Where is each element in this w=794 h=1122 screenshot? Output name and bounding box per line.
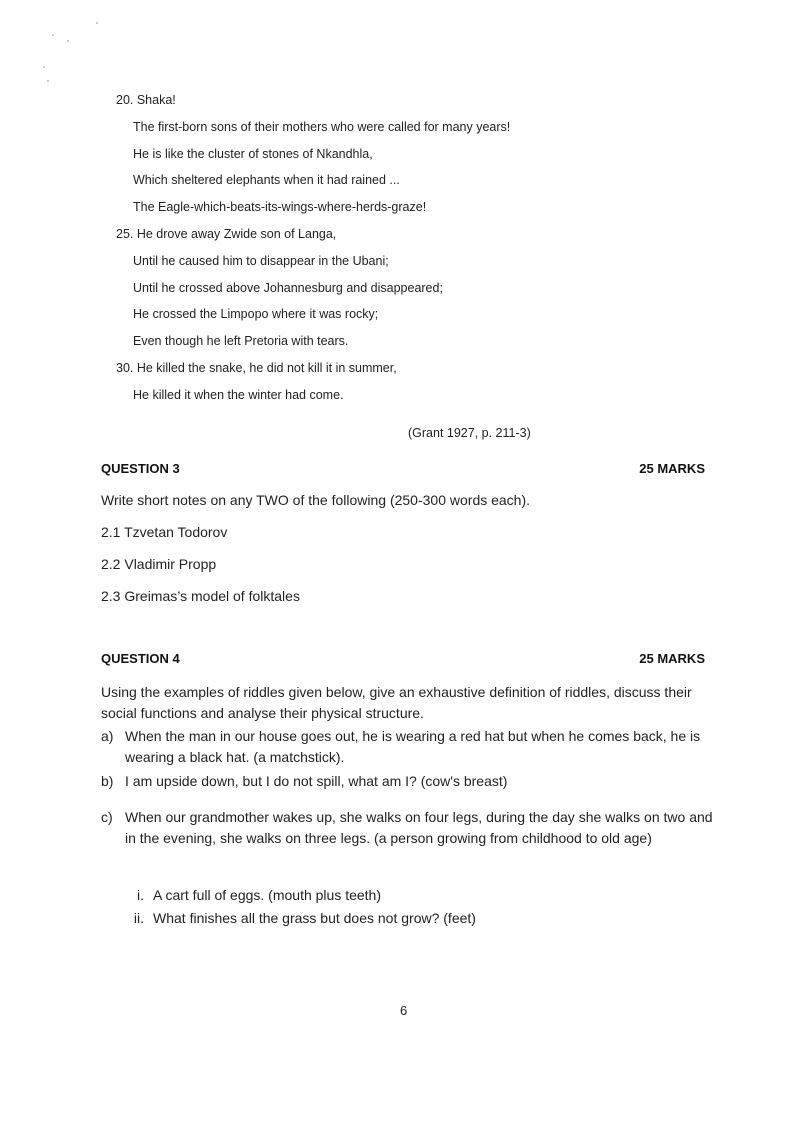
page-number: 6: [400, 1003, 408, 1018]
sub-riddle-marker: ii.: [133, 910, 144, 926]
scan-speck: [96, 22, 98, 24]
question-3-marks: 25 MARKS: [639, 461, 705, 476]
riddle-item: [101, 771, 716, 792]
question-3-option: 2.2 Vladimir Propp: [101, 556, 217, 572]
poem-citation: (Grant 1927, p. 211-3): [408, 426, 531, 440]
question-3-option: 2.3 Greimas’s model of folktales: [101, 588, 300, 604]
scan-speck: [43, 66, 45, 68]
riddle-text: When the man in our house goes out, he is wearing a red hat but when he comes back, he is wearing a black hat. (a matchstick).: [125, 728, 701, 765]
poem-line: The first-born sons of their mothers who were called for many years!: [133, 119, 511, 134]
poem-line: Even though he left Pretoria with tears.: [133, 334, 349, 349]
sub-riddle-text: A cart full of eggs. (mouth plus teeth): [153, 887, 382, 903]
scan-speck: [52, 34, 54, 36]
poem-line: He killed it when the winter had come.: [133, 387, 344, 402]
poem-line: Which sheltered elephants when it had rained ...: [133, 173, 400, 188]
sub-riddle-text: What finishes all the grass but does not grow? (feet): [153, 910, 476, 926]
question-3-option: 2.1 Tzvetan Todorov: [101, 524, 228, 540]
scan-speck: [47, 80, 49, 82]
question-4-marks: 25 MARKS: [639, 651, 705, 666]
riddle-marker: c): [101, 809, 113, 825]
scan-speck: [67, 40, 69, 42]
poem-line: 25. He drove away Zwide son of Langa,: [116, 226, 337, 241]
poem-line: 20. Shaka!: [116, 93, 176, 107]
riddle-item: [101, 807, 716, 849]
poem-line: 30. He killed the snake, he did not kill it in summer,: [116, 360, 397, 375]
poem-line: Until he caused him to disappear in the Ubani;: [133, 253, 389, 268]
riddle-marker: a): [101, 728, 114, 744]
question-4-intro: Using the examples of riddles given below, give an exhaustive definition of riddles, discuss their social functions and analyse their physical structure.: [101, 684, 692, 721]
poem-excerpt: [116, 92, 510, 414]
question-4-title: QUESTION 4: [101, 651, 180, 666]
poem-line: The Eagle-which-beats-its-wings-where-herds-graze!: [133, 200, 427, 215]
question-3-title: QUESTION 3: [101, 461, 180, 476]
riddle-text: When our grandmother wakes up, she walks on four legs, during the day she walks on two and in the evening, she walks on three legs. (a person growing from childhood to old age): [125, 809, 713, 846]
riddle-marker: b): [101, 773, 114, 789]
poem-line: He crossed the Limpopo where it was rocky;: [133, 307, 379, 322]
poem-line: Until he crossed above Johannesburg and disappeared;: [133, 280, 443, 295]
riddle-text: I am upside down, but I do not spill, what am I? (cow's breast): [125, 773, 508, 789]
sub-riddle-marker: i.: [137, 887, 144, 903]
riddle-item: [101, 726, 716, 768]
poem-line: He is like the cluster of stones of Nkandhla,: [133, 146, 373, 161]
question-3-instruction: Write short notes on any TWO of the following (250-300 words each).: [101, 492, 531, 508]
